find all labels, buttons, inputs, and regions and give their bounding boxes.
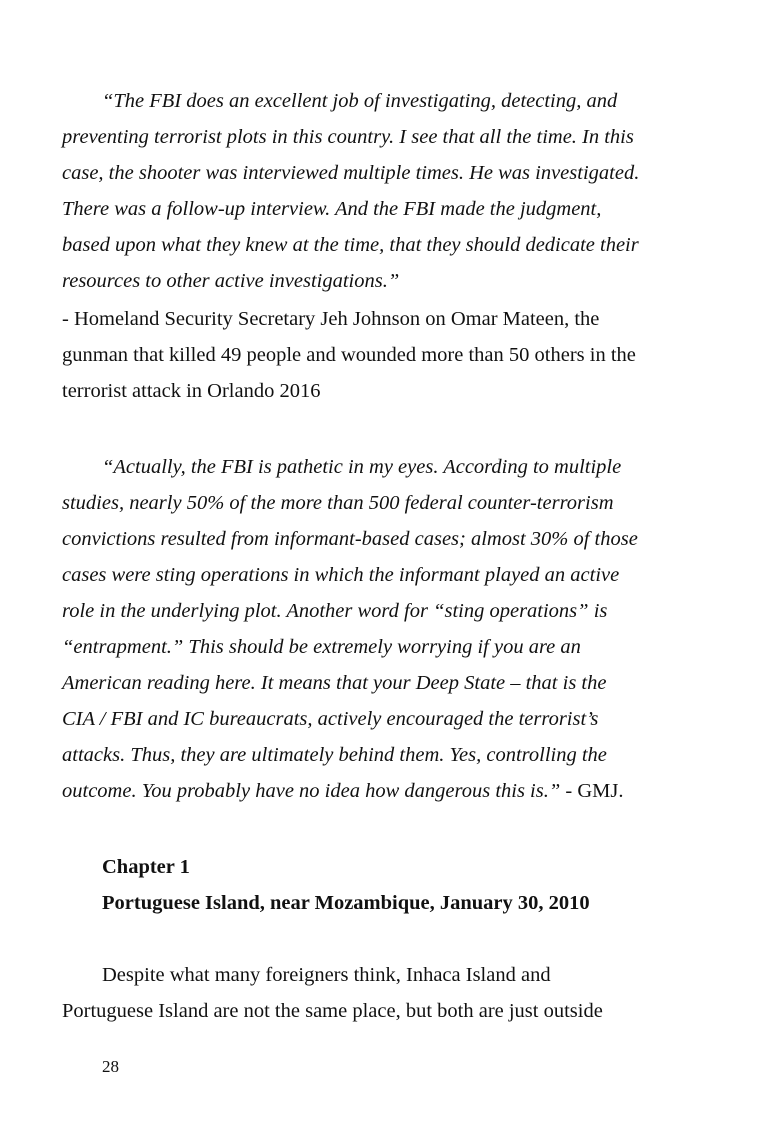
quote1-line: preventing terrorist plots in this country. I see that all the time. In this bbox=[62, 126, 634, 148]
chapter-number: Chapter 1 bbox=[102, 856, 190, 878]
quote1-line: based upon what they knew at the time, that they should dedicate their bbox=[62, 234, 639, 256]
quote1-line: “The FBI does an excellent job of investigating, detecting, and bbox=[102, 90, 618, 112]
quote2-line: role in the underlying plot. Another word for “sting operations” is bbox=[62, 600, 608, 622]
quote2-line: “Actually, the FBI is pathetic in my eyes. According to multiple bbox=[102, 456, 622, 478]
quote2-last-line bbox=[62, 778, 623, 804]
body-line: Portuguese Island are not the same place, but both are just outside bbox=[62, 1000, 603, 1022]
quote2-line: attacks. Thus, they are ultimately behind them. Yes, controlling the bbox=[62, 744, 607, 766]
quote1-attribution-line: gunman that killed 49 people and wounded more than 50 others in the bbox=[62, 344, 636, 366]
quote2-line: “entrapment.” This should be extremely worrying if you are an bbox=[62, 636, 581, 658]
quote2-line: convictions resulted from informant-based cases; almost 30% of those bbox=[62, 528, 638, 550]
quote2-line: studies, nearly 50% of the more than 500 federal counter-terrorism bbox=[62, 492, 614, 514]
quote2-line: American reading here. It means that your Deep State – that is the bbox=[62, 672, 607, 694]
quote2-line: CIA / FBI and IC bureaucrats, actively encouraged the terrorist’s bbox=[62, 708, 599, 730]
quote1-line: There was a follow-up interview. And the FBI made the judgment, bbox=[62, 198, 602, 220]
page-number: 28 bbox=[102, 1057, 119, 1076]
quote2-line: outcome. You probably have no idea how dangerous this is.” bbox=[62, 780, 561, 802]
quote1-line: resources to other active investigations.” bbox=[62, 270, 400, 292]
quote1-line: case, the shooter was interviewed multiple times. He was investigated. bbox=[62, 162, 640, 184]
quote2-attribution: - GMJ. bbox=[560, 780, 624, 802]
quote2-line: cases were sting operations in which the informant played an active bbox=[62, 564, 620, 586]
chapter-heading: Portuguese Island, near Mozambique, January 30, 2010 bbox=[102, 892, 590, 914]
body-line: Despite what many foreigners think, Inhaca Island and bbox=[102, 964, 551, 986]
quote1-attribution-line: terrorist attack in Orlando 2016 bbox=[62, 380, 321, 402]
quote1-attribution-line: - Homeland Security Secretary Jeh Johnson on Omar Mateen, the bbox=[62, 308, 600, 330]
